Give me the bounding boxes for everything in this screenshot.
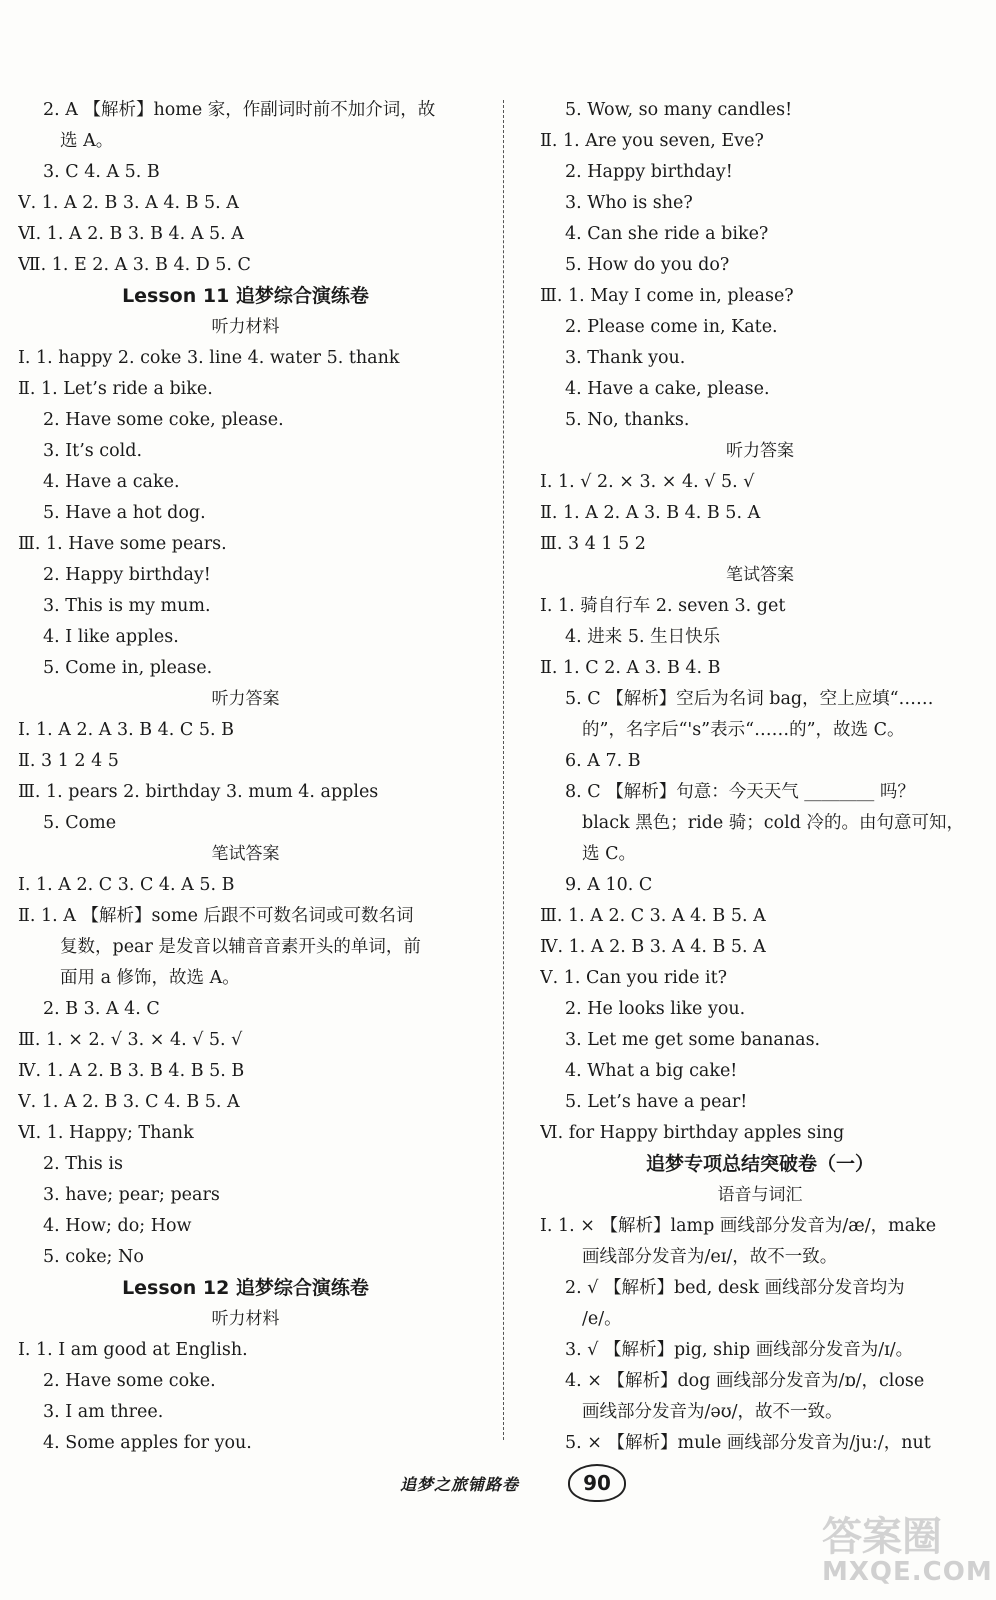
answer-line: Ⅲ. 1. May I come in, please? xyxy=(540,286,794,306)
answer-line: 3. It’s cold. xyxy=(43,441,143,461)
answer-line: 3. I am three. xyxy=(43,1402,164,1422)
watermark-cn: 答案圈 xyxy=(822,1514,942,1560)
answer-line: 8. C 【解析】句意：今天天气 ________ 吗？ xyxy=(565,782,915,802)
answer-line: 4. Can she ride a bike? xyxy=(565,224,769,244)
answer-line: Ⅲ. 1. Have some pears. xyxy=(18,534,227,554)
answer-line: Ⅲ. 3 4 1 5 2 xyxy=(540,534,646,554)
answer-line: Ⅵ. for Happy birthday apples sing xyxy=(540,1123,845,1143)
answer-line: Ⅱ. 1. Are you seven, Eve? xyxy=(540,131,764,151)
answer-line: 的”，名字后“'s”表示“……的”，故选 C。 xyxy=(582,720,905,740)
answer-line: 4. Some apples for you. xyxy=(43,1433,252,1453)
answer-line: Ⅲ. 1. A 2. C 3. A 4. B 5. A xyxy=(540,906,766,926)
section-heading: 语音与词汇 xyxy=(717,1185,803,1205)
answer-line: 4. × 【解析】dog 画线部分发音为/ɒ/，close xyxy=(565,1371,925,1391)
answer-line: 5. Come in, please. xyxy=(43,658,213,678)
watermark-en: MXQE.COM xyxy=(822,1557,993,1587)
section-heading: 笔试答案 xyxy=(211,844,280,864)
answer-line: 3. Thank you. xyxy=(565,348,686,368)
section-heading: 笔试答案 xyxy=(726,565,794,585)
answer-line: 复数，pear 是发音以辅音音素开头的单词，前 xyxy=(60,937,421,957)
section-heading: 听力答案 xyxy=(211,689,280,709)
column-divider xyxy=(503,100,504,1440)
answer-line: Ⅱ. 1. C 2. A 3. B 4. B xyxy=(540,658,721,678)
answer-line: 面用 a 修饰，故选 A。 xyxy=(60,968,240,988)
watermark xyxy=(820,1505,993,1595)
answer-line: 画线部分发音为/əʊ/，故不一致。 xyxy=(582,1402,843,1422)
answer-line: 4. Have a cake, please. xyxy=(565,379,770,399)
answer-line: 5. No, thanks. xyxy=(565,410,690,430)
answer-line: /e/。 xyxy=(582,1309,622,1329)
answer-line: Ⅱ. 1. Let’s ride a bike. xyxy=(18,379,213,399)
section-heading: Lesson 11 追梦综合演练卷 xyxy=(122,285,369,307)
footer-brand: 追梦之旅铺路卷 xyxy=(400,1475,520,1494)
answer-line: 2. Have some coke. xyxy=(43,1371,216,1391)
answer-line: 5. × 【解析】mule 画线部分发音为/juː/，nut xyxy=(565,1433,931,1453)
answer-line: Ⅴ. 1. A 2. B 3. C 4. B 5. A xyxy=(18,1092,240,1112)
answer-line: 画线部分发音为/eɪ/，故不一致。 xyxy=(582,1247,838,1267)
answer-line: Ⅴ. 1. Can you ride it? xyxy=(540,968,728,988)
answer-line: Ⅰ. 1. happy 2. coke 3. line 4. water 5. thank xyxy=(18,348,400,368)
answer-line: 2. This is xyxy=(43,1154,123,1174)
answer-line: 9. A 10. C xyxy=(565,875,653,895)
answer-line: 5. C 【解析】空后为名词 bag，空上应填“…… xyxy=(565,689,934,709)
answer-line: 5. Have a hot dog. xyxy=(43,503,206,523)
answer-line: Ⅰ. 1. 骑自行车 2. seven 3. get xyxy=(540,596,786,616)
answer-line: 2. Please come in, Kate. xyxy=(565,317,778,337)
answer-line: 3. C 4. A 5. B xyxy=(43,162,160,182)
answer-line: 5. Wow, so many candles! xyxy=(565,100,793,120)
answer-line: Ⅱ. 1. A 【解析】some 后跟不可数名词或可数名词 xyxy=(18,906,414,926)
page-footer xyxy=(0,1462,996,1510)
section-heading: 听力答案 xyxy=(726,441,794,461)
answer-line: 4. Have a cake. xyxy=(43,472,180,492)
page-number: 90 xyxy=(568,1464,626,1502)
answer-line: 2. A 【解析】home 家，作副词时前不加介词，故 xyxy=(43,100,436,120)
section-heading: 追梦专项总结突破卷（一） xyxy=(645,1153,874,1175)
answer-line: 2. Have some coke, please. xyxy=(43,410,284,430)
answer-line: Ⅱ. 1. A 2. A 3. B 4. B 5. A xyxy=(540,503,761,523)
answer-line: Ⅵ. 1. A 2. B 3. B 4. A 5. A xyxy=(18,224,244,244)
right-column xyxy=(540,95,980,1459)
answer-line: 4. How; do; How xyxy=(43,1216,192,1236)
left-column xyxy=(18,95,473,1459)
answer-line: Ⅵ. 1. Happy; Thank xyxy=(18,1123,194,1143)
answer-line: Ⅰ. 1. A 2. A 3. B 4. C 5. B xyxy=(18,720,234,740)
answer-line: 4. 进来 5. 生日快乐 xyxy=(565,627,721,647)
answer-line: 2. √ 【解析】bed, desk 画线部分发音均为 xyxy=(565,1278,905,1298)
answer-line: 选 C。 xyxy=(582,844,636,864)
answer-line: 6. A 7. B xyxy=(565,751,641,771)
section-heading: Lesson 12 追梦综合演练卷 xyxy=(122,1277,369,1299)
answer-line: 3. Let me get some bananas. xyxy=(565,1030,821,1050)
answer-line: Ⅲ. 1. pears 2. birthday 3. mum 4. apples xyxy=(18,782,379,802)
answer-line: Ⅱ. 3 1 2 4 5 xyxy=(18,751,119,771)
answer-line: Ⅰ. 1. × 【解析】lamp 画线部分发音为/æ/，make xyxy=(540,1216,937,1236)
answer-line: Ⅰ. 1. √ 2. × 3. × 4. √ 5. √ xyxy=(540,472,755,492)
answer-line: Ⅶ. 1. E 2. A 3. B 4. D 5. C xyxy=(18,255,251,275)
answer-line: Ⅲ. 1. × 2. √ 3. × 4. √ 5. √ xyxy=(18,1030,243,1050)
answer-line: 5. coke; No xyxy=(43,1247,144,1267)
answer-line: 5. How do you do? xyxy=(565,255,730,275)
answer-line: 4. What a big cake! xyxy=(565,1061,738,1081)
answer-line: 2. Happy birthday! xyxy=(43,565,211,585)
section-heading: 听力材料 xyxy=(211,1309,280,1329)
answer-line: black 黑色；ride 骑；cold 冷的。由句意可知， xyxy=(582,813,964,833)
answer-line: 选 A。 xyxy=(60,131,114,151)
answer-line: 2. He looks like you. xyxy=(565,999,746,1019)
answer-line: 3. √ 【解析】pig, ship 画线部分发音为/ɪ/。 xyxy=(565,1340,914,1360)
answer-line: Ⅳ. 1. A 2. B 3. A 4. B 5. A xyxy=(540,937,766,957)
answer-line: 3. have; pear; pears xyxy=(43,1185,220,1205)
answer-line: 5. Let’s have a pear! xyxy=(565,1092,748,1112)
answer-line: Ⅰ. 1. A 2. C 3. C 4. A 5. B xyxy=(18,875,235,895)
answer-line: Ⅳ. 1. A 2. B 3. B 4. B 5. B xyxy=(18,1061,245,1081)
answer-line: Ⅰ. 1. I am good at English. xyxy=(18,1340,248,1360)
answer-line: 5. Come xyxy=(43,813,117,833)
answer-line: 3. Who is she? xyxy=(565,193,693,213)
answer-line: 2. B 3. A 4. C xyxy=(43,999,160,1019)
answer-line: 3. This is my mum. xyxy=(43,596,211,616)
answer-line: Ⅴ. 1. A 2. B 3. A 4. B 5. A xyxy=(18,193,239,213)
answer-line: 2. Happy birthday! xyxy=(565,162,733,182)
answer-line: 4. I like apples. xyxy=(43,627,179,647)
section-heading: 听力材料 xyxy=(211,317,280,337)
